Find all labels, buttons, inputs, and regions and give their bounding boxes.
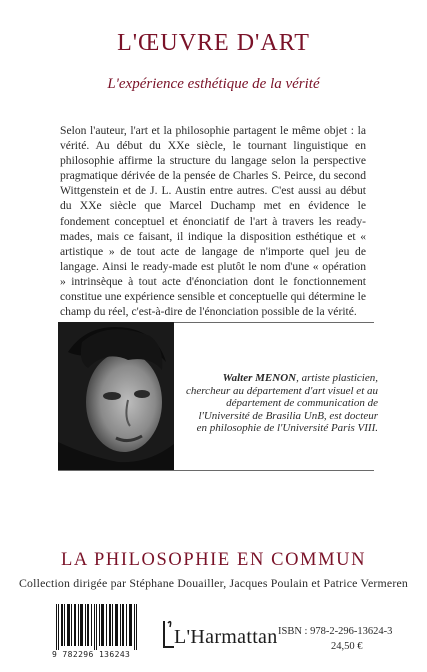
- back-cover-summary: Selon l'auteur, l'art et la philosophie partagent le même objet : la vérité. Au début du XXe siècle, le tournant linguistique en philosophie affirme la structure du langage selon la perspective pragmatique dérivée de la pensée de Charles S. Peirce, du second Wittgenstein et de J. L. Austin entre autres. C'est aussi au début du XXe siècle que Marcel Duchamp met en évidence le fondement conceptuel et énonciatif de l'art à travers les ready-mades, mais ce faisant, il indique la disposition esthétique et « artistique » de tout acte de langage de n'importe quel jeu de langage. Ainsi le ready-made est plutôt le nom d'une « opération » intrinsèque à tout acte d'énonciation dont le fonctionnement constitue une expérience sensible et conceptuelle qui détermine le champ du réel, c'est-à-dire de l'énonciation possible de la vérité.: [60, 124, 366, 319]
- author-bio: [186, 372, 378, 435]
- author-photo: [58, 322, 174, 470]
- isbn: ISBN : 978-2-296-13624-3: [278, 626, 393, 637]
- author-name: Walter MENON: [222, 372, 297, 384]
- price: 24,50 €: [331, 641, 363, 652]
- book-title: L'ŒUVRE D'ART: [117, 30, 310, 56]
- separator-rule: [58, 470, 374, 471]
- publisher-name: L'Harmattan: [174, 626, 278, 648]
- author-bio-text: , artiste plasticien, chercheur au département d'art visuel et au département de communication de l'Université de Brasilia UnB, est docteur en philosophie de l'Université Paris VIII.: [186, 372, 378, 435]
- book-subtitle: L'expérience esthétique de la vérité: [107, 76, 320, 92]
- series-name: LA PHILOSOPHIE EN COMMUN: [60, 550, 367, 570]
- series-editors: Collection dirigée par Stéphane Douailler, Jacques Poulain et Patrice Vermeren: [18, 576, 408, 590]
- barcode: [54, 604, 140, 650]
- barcode-number: 9 782296 136243: [52, 650, 131, 659]
